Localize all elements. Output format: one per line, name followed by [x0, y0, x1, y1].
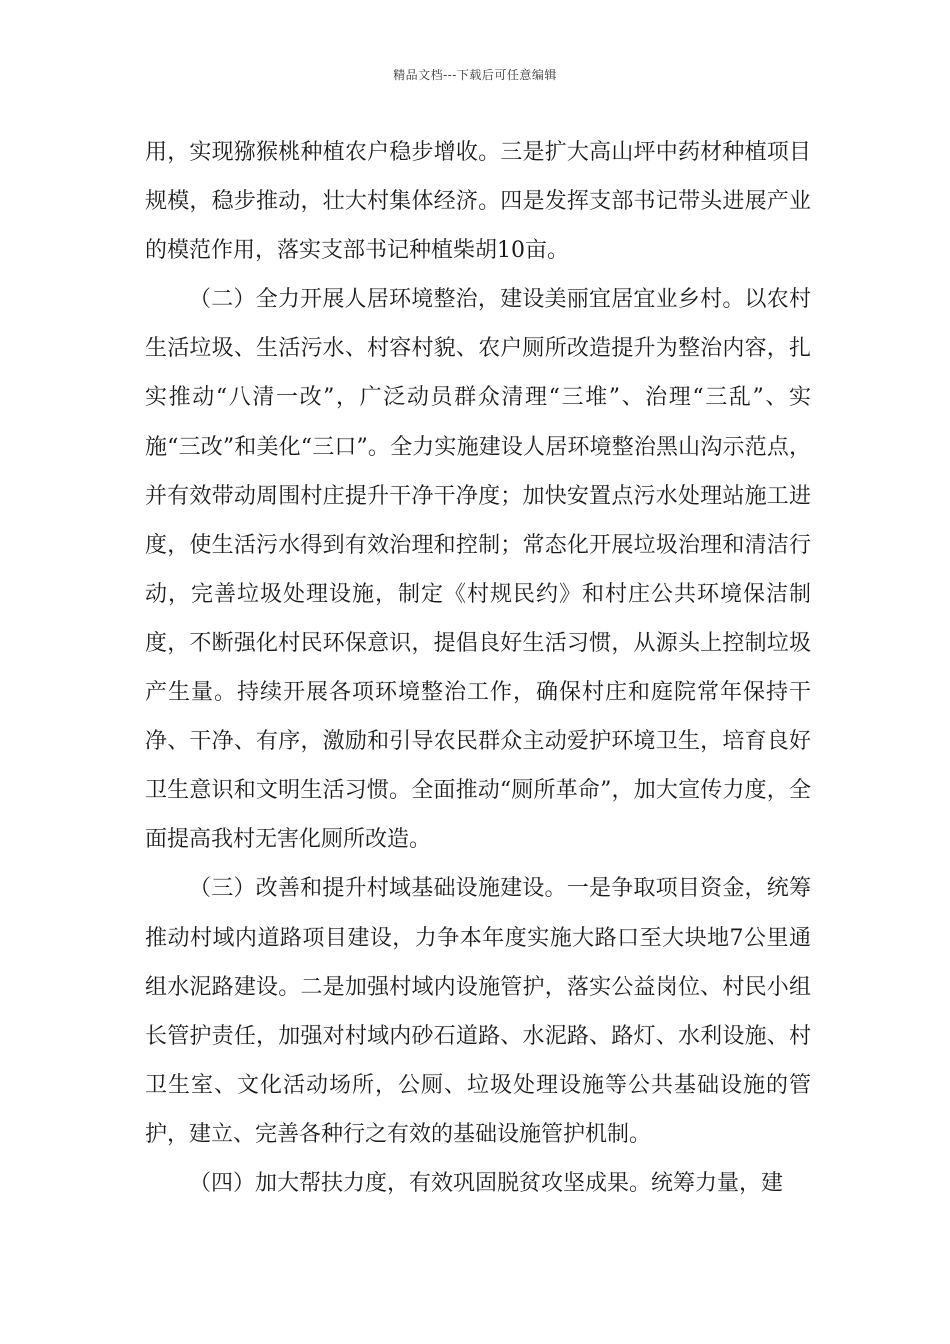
- paragraph-infrastructure: （三）改善和提升村域基础设施建设。一是争取项目资金，统筹推动村域内道路项目建设，力争本年度实施大路口至大块地7公里通组水泥路建设。二是加强村域内设施管护，落实公益岗位、村民小组长管护责任，加强对村域内砂石道路、水泥路、路灯、水利设施、村卫生室、文化活动场所，公厕、垃圾处理设施等公共基础设施的管护，建立、完善各种行之有效的基础设施管护机制。: [145, 876, 811, 1147]
- document-body: [145, 128, 811, 1208]
- paragraph-living-environment: （二）全力开展人居环境整治，建设美丽宜居宜业乡村。以农村生活垃圾、生活污水、村容村貌、农户厕所改造提升为整治内容，扎实推动“八清一改”，广泛动员群众清理“三堆”、治理“三乱”、实施“三改”和美化“三口”。全力实施建设人居环境整治黑山沟示范点，并有效带动周围村庄提升干净干净度；加快安置点污水处理站施工进度，使生活污水得到有效治理和控制；常态化开展垃圾治理和清洁行动，完善垃圾处理设施，制定《村规民约》和村庄公共环境保洁制度，不断强化村民环保意识，提倡良好生活习惯，从源头上控制垃圾产生量。持续开展各项环境整治工作，确保村庄和庭院常年保持干净、干净、有序，激励和引导农民群众主动爱护环境卫生，培育良好卫生意识和文明生活习惯。全面推动“厕所革命”，加大宣传力度，全面提高我村无害化厕所改造。: [145, 287, 811, 853]
- paragraph-poverty-alleviation: （四）加大帮扶力度，有效巩固脱贫攻坚成果。统筹力量，建: [189, 1170, 784, 1196]
- page-header: 精品文档---下载后可任意编辑: [393, 68, 557, 82]
- paragraph-continued: 用，实现猕猴桃种植农户稳步增收。三是扩大高山坪中药材种植项目规模，稳步推动，壮大村集体经济。四是发挥支部书记带头进展产业的模范作用，落实支部书记种植柴胡10亩。: [145, 140, 811, 264]
